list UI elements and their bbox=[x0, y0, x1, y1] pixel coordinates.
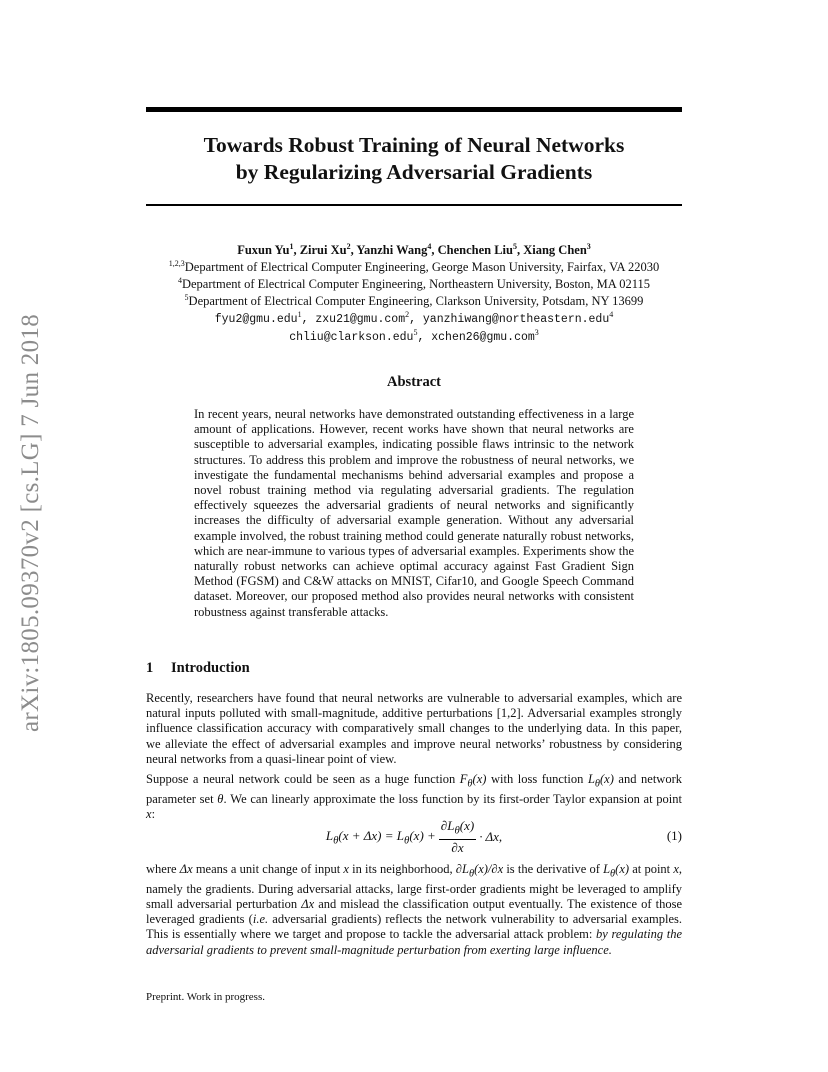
affiliation-text: Department of Electrical Computer Engineering, Northeastern University, Boston, MA 02115 bbox=[181, 277, 651, 291]
abstract-heading: Abstract bbox=[387, 374, 441, 390]
author-sup: 1 bbox=[289, 241, 294, 251]
section-heading bbox=[146, 660, 250, 677]
email-link[interactable]: xchen26@gmu.com bbox=[431, 331, 535, 344]
section-number: 1 bbox=[146, 660, 154, 676]
email-link[interactable]: chliu@clarkson.edu bbox=[289, 331, 414, 344]
author-names: Fuxun Yu$^1$, Zirui Xu$^2$, Yanzhi Wang$^4$, Chenchen Liu$^5$, Xiang Chen$^3$ bbox=[237, 241, 591, 257]
author-name: Yanzhi Wang bbox=[356, 243, 428, 257]
author-sup: 2 bbox=[346, 241, 351, 251]
email-sup: 1 bbox=[297, 309, 302, 319]
title-rule-bottom bbox=[146, 204, 682, 206]
author-sup: 3 bbox=[586, 241, 591, 251]
email-link[interactable]: fyu2@gmu.edu bbox=[214, 313, 298, 326]
email-link[interactable]: yanzhiwang@northeastern.edu bbox=[422, 313, 610, 326]
author-name: Zirui Xu bbox=[299, 243, 347, 257]
affiliation-text: Department of Electrical Computer Engineering, Clarkson University, Potsdam, NY 13699 bbox=[188, 294, 644, 308]
equation-1 bbox=[146, 818, 682, 856]
email-sup: 4 bbox=[609, 309, 614, 319]
affiliation-line bbox=[146, 259, 682, 276]
author-name: Chenchen Liu bbox=[437, 243, 513, 257]
intro-paragraph-1: Recently, researchers have found that neural networks are vulnerable to adversarial examples, which are natural inputs polluted with small-magnitude, additive perturbations [1,2]. Adversarial examples strongly influence classification accuracy with comparatively small changes to the underlying data. In this paper, we alleviate the effect of adversarial examples and improve neural networks’ robustness by considering neural networks from a quasi-linear point of view. bbox=[146, 691, 682, 766]
arxiv-identifier-stamp bbox=[6, 293, 56, 753]
title-line-1: Towards Robust Training of Neural Networks bbox=[203, 133, 625, 157]
arxiv-identifier-text: arXiv:1805.09370v2 [cs.LG] 7 Jun 2018 bbox=[17, 314, 44, 732]
author-sup: 5 bbox=[512, 241, 517, 251]
title-rule-top bbox=[146, 107, 682, 112]
affiliation-sup: 4 bbox=[177, 275, 182, 285]
author-name: Fuxun Yu bbox=[237, 243, 290, 257]
author-sup: 4 bbox=[427, 241, 432, 251]
email-line: chliu@clarkson.edu$^5$, xchen26@gmu.com$^3$ bbox=[289, 327, 539, 344]
affiliation-line bbox=[146, 293, 682, 310]
intro-paragraph-3: where Δx means a unit change of input x in its neighborhood, $\partial L_\theta(x)/\partial x$ is the derivative of $L_\theta(x)$ at point x, namely the gradients. During adversarial attacks, large first-order gradients might be leveraged to amplify small adversarial perturbation Δx and mislead the classification output eventually. The existence of those leveraged gradients (i.e. adversarial gradients) reflects the network vulnerability to adversarial examples. This is essentially where we target and propose to tackle the adversarial attack problem: by regulating the adversarial gradients to prevent small-magnitude perturbation from exerting large influence. bbox=[146, 862, 683, 957]
email-sup: 2 bbox=[405, 309, 410, 319]
intro-paragraph-2: Suppose a neural network could be seen as a huge function $F_\theta(x)$ with loss function $L_\theta(x)$ and network parameter set θ. We can linearly approximate the loss function by its first-order Taylor expansion at point x: bbox=[146, 772, 682, 821]
affiliation-sup: 5 bbox=[184, 292, 189, 302]
equation-body: $L_\theta(x + \Delta x) = L_\theta(x)$ + $\frac{\partial L_\theta(x)}{\partial x}$ · Δx, bbox=[325, 818, 503, 855]
author-block bbox=[146, 242, 682, 346]
title-line-2: by Regularizing Adversarial Gradients bbox=[235, 160, 593, 184]
footer-note: Preprint. Work in progress. bbox=[146, 991, 265, 1003]
author-name: Xiang Chen bbox=[523, 243, 587, 257]
math-inline: $L_\theta(x)$ bbox=[587, 772, 614, 790]
email-link[interactable]: zxu21@gmu.com bbox=[315, 313, 406, 326]
paper-title bbox=[146, 132, 682, 186]
email-sup: 3 bbox=[534, 327, 539, 337]
affiliation-sup: 1,2,3 bbox=[168, 258, 185, 268]
math-inline: x bbox=[146, 806, 152, 821]
affiliation-line bbox=[146, 276, 682, 293]
email-line: fyu2@gmu.edu$^1$, zxu21@gmu.com$^2$, yanzhiwang@northeastern.edu$^4$ bbox=[214, 309, 614, 326]
section-title: Introduction bbox=[171, 660, 250, 676]
affiliation-text: Department of Electrical Computer Engineering, George Mason University, Fairfax, VA 22030 bbox=[184, 260, 660, 274]
math-inline: θ bbox=[217, 791, 224, 806]
equation-number: (1) bbox=[666, 828, 682, 843]
math-inline: $F_\theta(x)$ bbox=[459, 772, 487, 790]
email-sup: 5 bbox=[413, 327, 418, 337]
abstract-text: In recent years, neural networks have demonstrated outstanding effectiveness in a large amount of applications. However, recent works have shown that neural networks are susceptible to adversarial examples, indicating possible flaws intrinsic to the network structures. To address this problem and improve the robustness of neural networks, we investigate the fundamental mechanisms behind adversarial examples and propose a novel robust training method via regulating adversarial gradients. The regulation effectively squeezes the adversarial gradients of neural networks and significantly increases the difficulty of adversarial example generation. Without any adversarial example involved, the robust training method could generate naturally robust networks, which are near-immune to various types of adversarial examples. Experiments show the naturally robust networks can achieve optimal accuracy against Fast Gradient Sign Method (FGSM) and C&W attacks on MNIST, Cifar10, and Google Speech Command dataset. Moreover, our proposed method also provides neural networks with consistent robustness against transferable attacks. bbox=[194, 407, 634, 619]
